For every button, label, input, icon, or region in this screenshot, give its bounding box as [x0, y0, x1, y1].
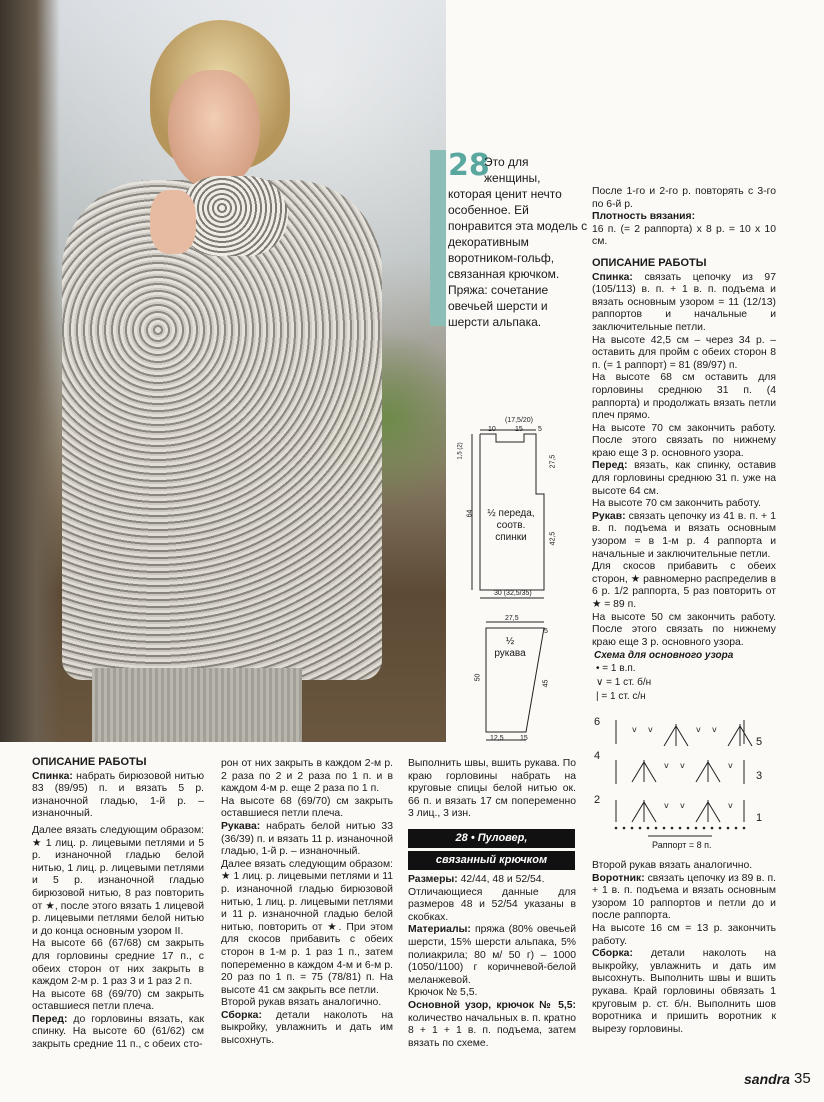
model-photo [0, 0, 446, 742]
sizes-text: 42/44, 48 и 52/54. [457, 874, 545, 885]
front-dim-top4: 5 [538, 426, 542, 433]
paragraph: На высоте 68 см оставить для горловины среднюю 31 п. (4 раппорта) и продолжать вязать петли плеч прямо. [592, 372, 776, 422]
sleeve-dim-top-side: 5 [544, 628, 548, 635]
front-dim-h2: 64 [466, 509, 474, 518]
front-dim-top2: 10 [488, 426, 496, 433]
left-column [32, 756, 204, 1052]
paragraph: После 1-го и 2-го р. повторять с 3-го по 6-й р. [592, 186, 776, 210]
front-dim-top1: (17,5/20) [505, 417, 534, 424]
model-title-line1: 28 • Пуловер, [408, 829, 575, 848]
sleeve-dim-bottom2: 15 [520, 735, 528, 742]
svg-text:v: v [728, 761, 733, 770]
svg-text:v: v [680, 761, 685, 770]
paragraph: На высоте 50 см закончить работу. После этого связать по нижнему краю еще 3 р. основного узора. [592, 611, 776, 648]
front-dim-side1: 1,5 (2) [457, 442, 464, 460]
row-5-label: 5 [756, 736, 763, 748]
svg-text:v: v [728, 801, 733, 810]
paragraph: На высоте 66 (67/68) см закрыть для горловины средние 17 п., с обеих сторон от них закрыть в каждом 2-м р. 1 раз 3 и 1 раз 2 п. [32, 938, 204, 988]
row-3-label: 3 [756, 770, 763, 782]
right-column-top [592, 186, 776, 649]
scheme-legend [596, 662, 651, 704]
model-title-line2: связанный крючком [408, 851, 575, 870]
assembly-label: Сборка: [221, 1009, 262, 1021]
stitch-chart [592, 712, 772, 842]
pattern-label: Основной узор, крючок № 5,5: [408, 999, 576, 1011]
back-text: связать цепочку из 97 (105/113) в. п. + 1 в. п. подъема и вязать основным узором = 11 (12/13) раппортов и начальные и заключительные петли. [592, 271, 776, 333]
section-heading: ОПИСАНИЕ РАБОТЫ [592, 256, 707, 269]
materials-text: пряжа (80% овечьей шерсти, 15% шерсти альпака, 5% полиакрила; 80 м/ 50 г) – 1000 (1050/1100) г коричневой-белой меланжевой. [408, 924, 576, 986]
gauge-text: 16 п. (= 2 раппорта) х 8 р. = 10 х 10 см. [592, 223, 776, 248]
paragraph: На высоте 68 (69/70) см закрыть оставшиеся петли плеча. [221, 795, 393, 820]
paragraph: На высоте 42,5 см – через 34 р. – оставить для пройм с обеих сторон 8 п. (= 1 раппорт) = 81 (89/97) п. [592, 334, 776, 371]
row-4-label: 4 [594, 750, 601, 762]
svg-text:v: v [696, 725, 701, 734]
middle-column [221, 758, 393, 1048]
intro-line1: Это для [484, 155, 529, 169]
gauge-label: Плотность вязания: [592, 211, 696, 223]
pattern-text: количество начальных в. п. кратно 8 + 1 + 1 в. п. подъема, затем вязать по схеме. [408, 1012, 576, 1049]
page-number: 35 [794, 1070, 811, 1087]
third-column-bottom [408, 874, 576, 1050]
paragraph: На высоте 70 см закончить работу. После этого связать по нижнему краю еще 3 р. основного узора. [592, 422, 776, 459]
paragraph: Второй рукав вязать аналогично. [221, 997, 382, 1009]
third-column-top [408, 758, 576, 821]
paragraph: Крючок № 5,5. [408, 987, 478, 999]
svg-text:v: v [648, 725, 653, 734]
paragraph: Для скосов прибавить с обеих сторон, ★ равномерно распределив в 6 р. 1/2 раппорта, 5 раз повторить от ★ = 89 п. [592, 561, 776, 610]
sleeve-label: ½ рукава [494, 636, 526, 659]
double-crochet-icon: | [596, 691, 599, 702]
row-2-label: 2 [594, 794, 601, 806]
intro-line2: женщины, [484, 171, 541, 185]
back-label: Спинка: [32, 770, 73, 782]
legend-sc: = 1 ст. б/н [606, 677, 652, 688]
sleeves-text: набрать белой нитью 33 (36/39) п. и вязать 11 р. изнаночной гладью, 1-й р. – изнаночный. [221, 820, 393, 858]
paragraph: Отличающиеся данные для размеров 48 и 52/54 указаны в скобках. [408, 886, 576, 923]
sleeve-dim-left: 50 [474, 673, 482, 682]
paragraph: Далее вязать следующим образом: ★ 1 лиц. р. лицевыми петлями и 5 р. изнаночной гладью белой нитью, 1 лиц. р. лицевыми петлями и 5 р. изнаночной гладью бирюзовой нитью, 8 раз повторить от ★, после этого вязать 1 лицевой р. лицевыми петлями белой нитью и до конца основным узором II. [32, 824, 204, 937]
row-6-label: 6 [594, 716, 601, 728]
paragraph: На высоте 70 см закончить работу. [592, 498, 761, 510]
front-label: ½ переда, соотв. спинки [487, 508, 535, 543]
intro-rest: которая ценит нечто особенное. Ей понравится эта модель с декоративным воротником-гольф, связанная крючком. Пряжа: сочетание овечьей шерсти и шерсти альпака. [448, 187, 588, 329]
sleeve-dim-bottom1: 12,5 [490, 735, 504, 742]
row-1-label: 1 [756, 812, 763, 824]
front-text: вязать, как спинку, оставив для горловины среднюю 31 п. уже на высоте 64 см. [592, 460, 776, 497]
collar-label: Воротник: [592, 872, 645, 884]
svg-text:v: v [632, 725, 637, 734]
front-dim-h1: 27,5 [549, 454, 557, 469]
single-crochet-icon: ∨ [596, 677, 604, 688]
svg-text:v: v [664, 801, 669, 810]
svg-text:v: v [664, 761, 669, 770]
rapport-label: Раппорт = 8 п. [652, 840, 712, 850]
sleeves-label: Рукава: [221, 820, 261, 832]
back-label: Спинка: [592, 271, 633, 283]
assembly-label: Сборка: [592, 948, 633, 960]
sleeve-label: Рукав: [592, 510, 626, 522]
paragraph: На высоте 16 см = 13 р. закончить работу. [592, 922, 776, 947]
paragraph: Далее вязать следующим образом: ★ 1 лиц. р. лицевыми петлями и 11 р. изнаночной гладью бирюзовой нитью, 1 лиц. р. лицевыми петлями и 11 р. изнаночной гладью белой нитью, повторить от ★. При этом для скосов прибавить с обеих сторон в 1-м р. 1 раз 1 п., затем попеременно в каждом 4-м и 6-м р. 20 раз по 1 п. = 75 (78/81) п. На высоте 41 см закрыть все петли. [221, 858, 393, 996]
svg-text:v: v [712, 725, 717, 734]
right-column-bottom [592, 860, 776, 1036]
paragraph: рон от них закрыть в каждом 2-м р. 2 раза по 2 и 2 раза по 1 п. и в каждом 4-м р. еще 2 раза по 1 п. [221, 758, 393, 795]
intro-accent-bar [430, 150, 446, 326]
front-label: Перед: [32, 1013, 68, 1025]
front-dim-top3: 15 [515, 426, 523, 433]
model-number: 28 [448, 148, 490, 183]
paragraph: Выполнить швы, вшить рукава. По краю горловины набрать на круговые спицы белой нитью ок. 66 п. и вязать 17 см попеременно 3 лиц., 3 изн. [408, 758, 576, 820]
section-heading: ОПИСАНИЕ РАБОТЫ [32, 756, 147, 768]
scheme-title: Схема для основного узора [594, 650, 734, 661]
svg-text:v: v [680, 801, 685, 810]
sleeve-dim-right: 45 [542, 679, 550, 688]
chain-stitch-icon: • [596, 663, 600, 674]
front-dim-h3: 42,5 [549, 531, 557, 546]
paragraph: Второй рукав вязать аналогично. [592, 860, 753, 871]
front-text: до горловины вязать, как спинку. На высоте 60 (61/62) см закрыть средние 11 п., с обеих сто- [32, 1013, 204, 1051]
materials-label: Материалы: [408, 924, 471, 936]
sleeve-dim-top: 27,5 [505, 615, 519, 622]
front-label: Перед: [592, 460, 628, 472]
collar-text: связать цепочку из 89 в. п. + 1 в. п. подъема и вязать основным узором 10 раппортов и петли до и после раппорта. [592, 872, 776, 922]
sizes-label: Размеры: [408, 874, 458, 885]
front-dim-bottom: 30 (32,5/35) [494, 590, 532, 597]
assembly-text: детали наколоть на выкройку, увлажнить и дать им высохнуть. [221, 1009, 393, 1047]
paragraph: На высоте 68 (69/70) см закрыть оставшиеся петли плеча. [32, 988, 204, 1013]
legend-dc: = 1 ст. с/н [601, 691, 646, 702]
magazine-brand: sandra [744, 1071, 790, 1087]
back-text: набрать бирюзовой нитью 83 (89/95) п. и вязать 5 р. изнаночной гладью, 1-й р. – изнаночный. [32, 770, 204, 820]
sleeve-text: связать цепочку из 41 в. п. + 1 в. п. подъема и вязать основным узором = в 1-м р. 4 раппорта и начальные и заключительные петли. [592, 510, 776, 560]
schematic-diagrams [466, 414, 586, 754]
assembly-text: детали наколоть на выкройку, увлажнить и дать им высохнуть. Выполнить швы и вшить рукава. Край горловины обвязать 1 круговым р. ст. б/н. Выполнить шов воротника и пришить воротник к вырезу горловины. [592, 948, 776, 1035]
legend-chain: = 1 в.п. [602, 663, 636, 674]
